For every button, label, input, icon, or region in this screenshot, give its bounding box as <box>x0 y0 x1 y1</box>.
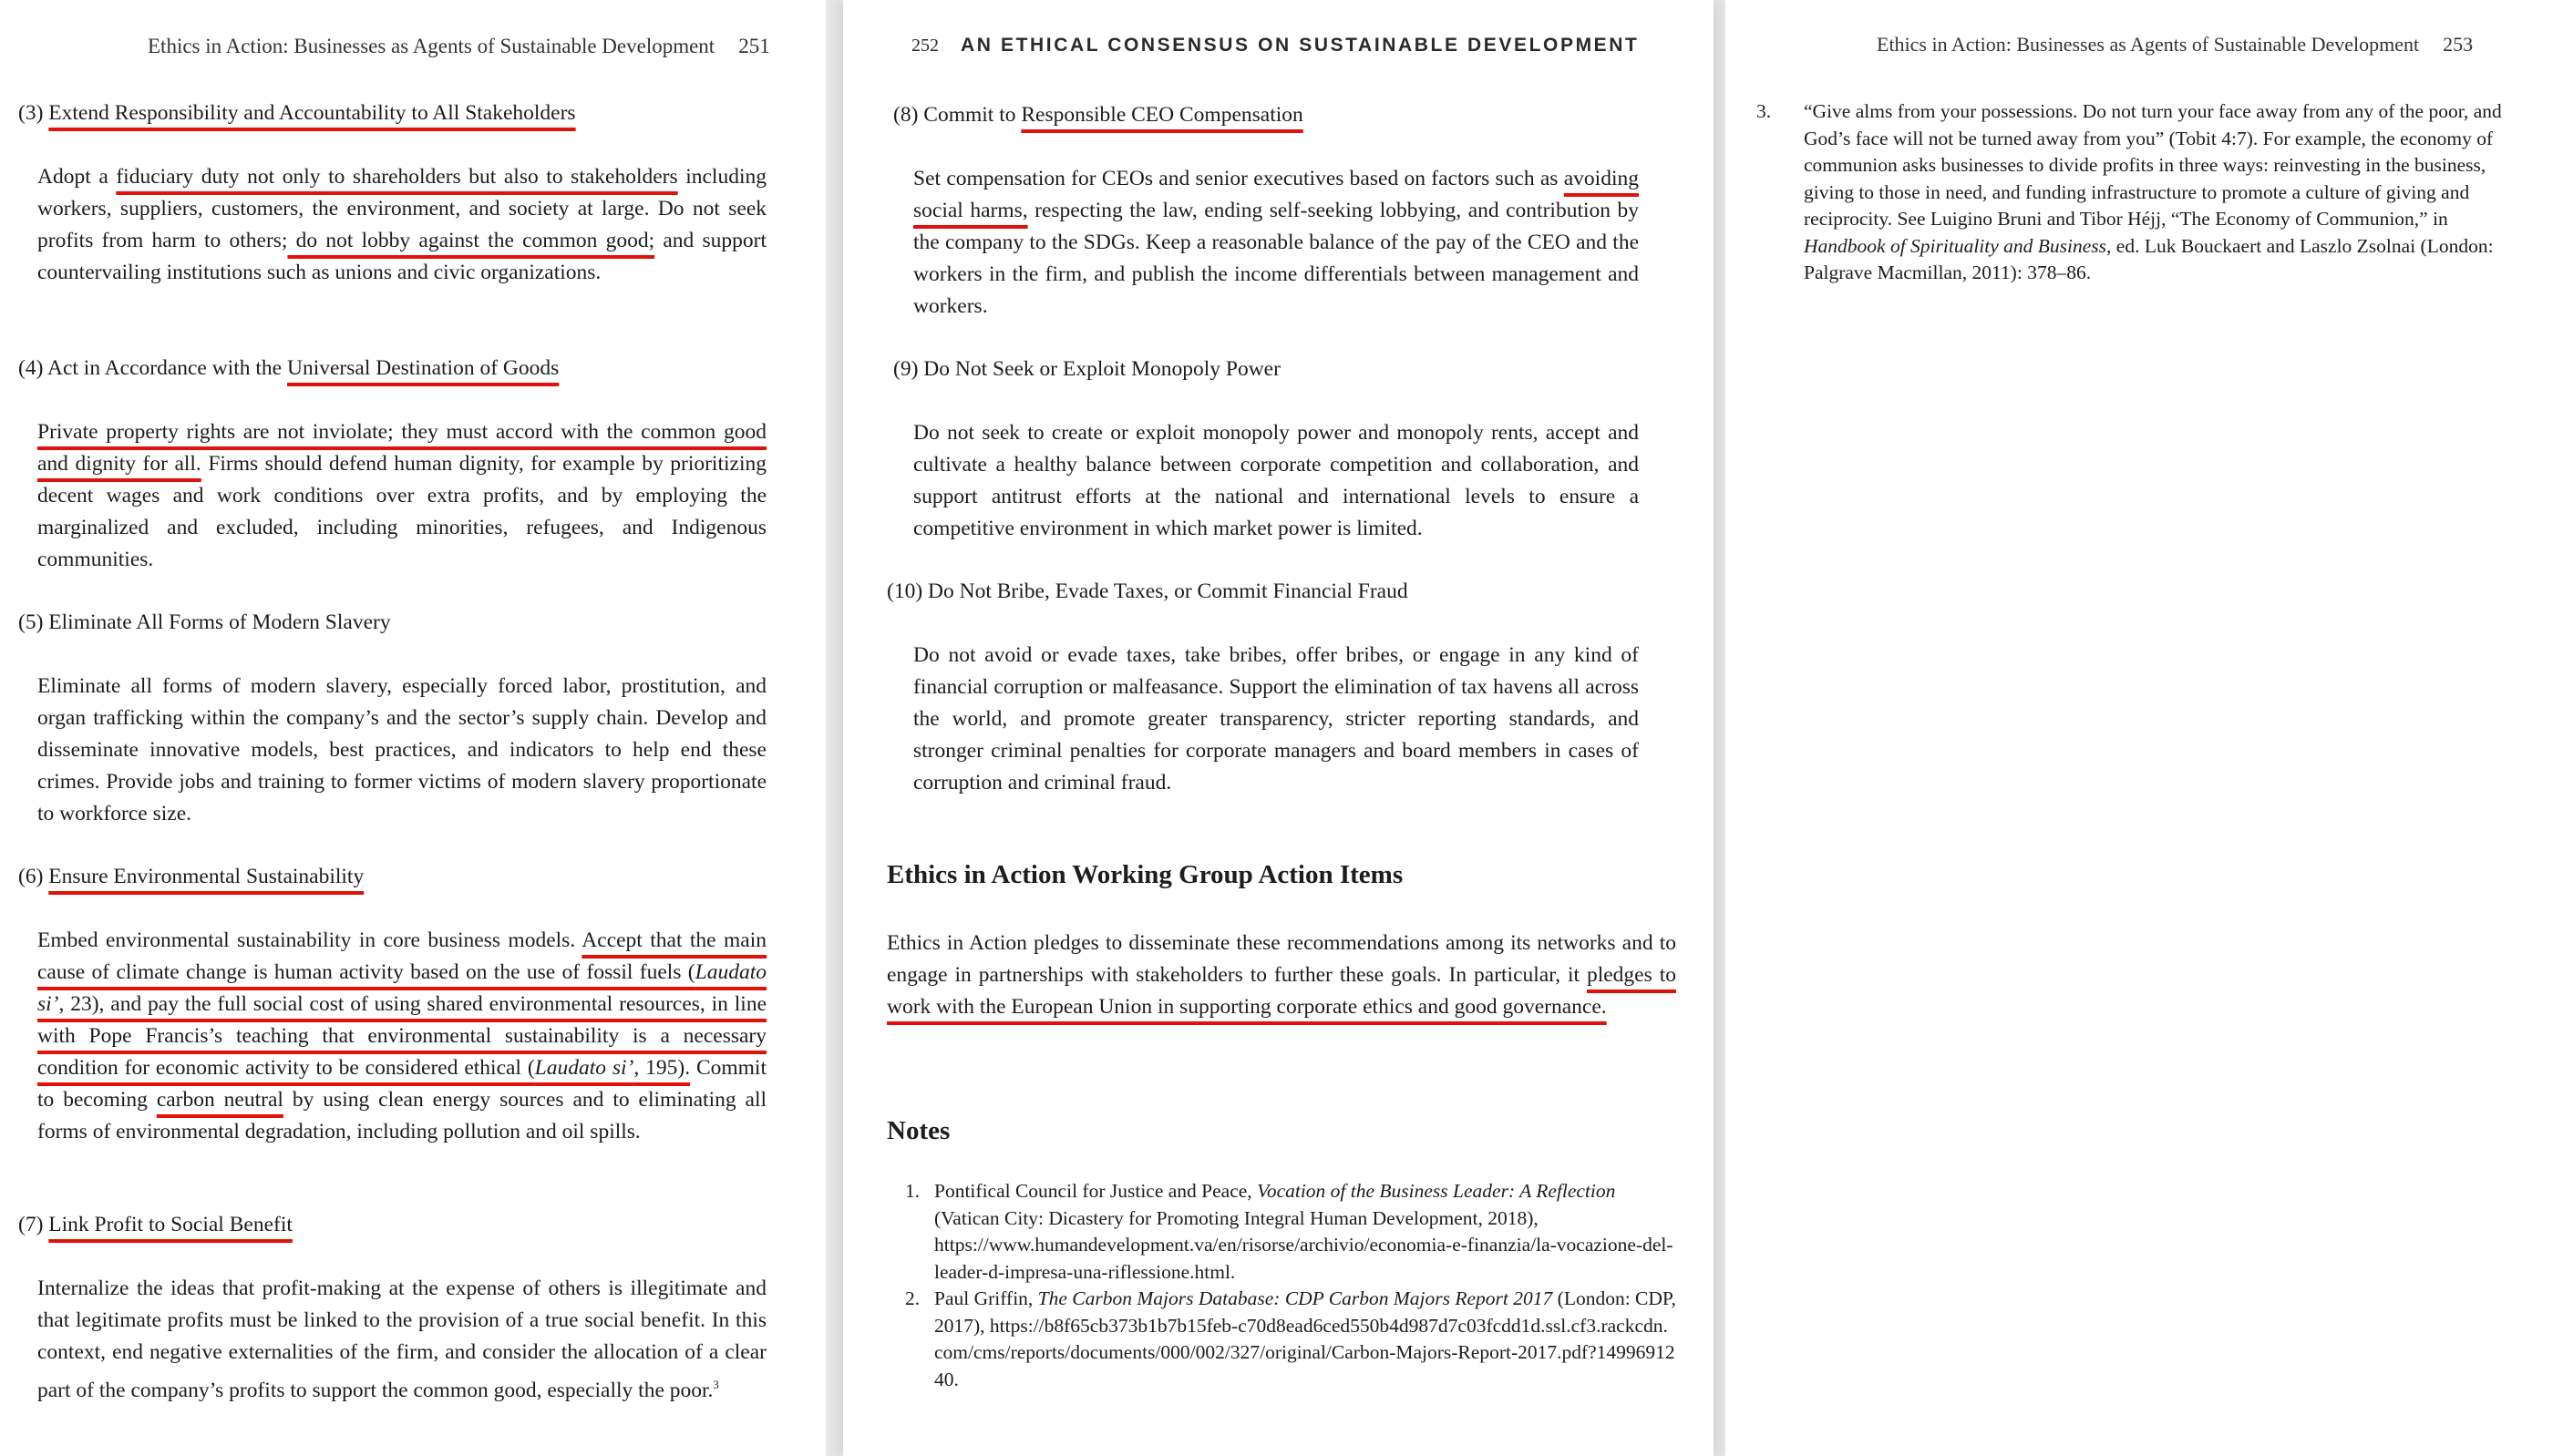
header-title: AN ETHICAL CONSENSUS ON SUSTAINABLE DEVELOPMENT <box>961 35 1640 56</box>
highlighted-citation: Laudato si’ <box>534 1056 634 1080</box>
section-heading-5 <box>18 607 391 639</box>
section-paragraph-9 <box>913 417 1639 545</box>
section-number: (3) <box>18 101 44 125</box>
section-paragraph-6 <box>37 925 767 1148</box>
highlighted-citation: Laudato si’ <box>37 960 767 1016</box>
highlighted-text: Accept that the main cause of climate change is human activity based on the use of fossil fuels ( <box>37 928 767 984</box>
text-run: Embed environmental sustainability in core business models. <box>37 928 582 952</box>
text-run: Commit to becoming <box>37 1056 767 1112</box>
page-251 <box>0 0 826 1456</box>
text-run[interactable]: (Vatican City: Dicastery for Promoting Integral Human Development, 2018), https://www.humandevelopment.va/en/risorse/archivio/economia-e-finanzia/la-vocazione-del-leader-d-impresa-una-riflessione.html. <box>934 1206 1673 1283</box>
footnote-3 <box>1756 98 2522 287</box>
section-number: (10) <box>887 579 923 603</box>
section-title: Do Not Seek or Exploit Monopoly Power <box>923 357 1281 381</box>
section-title: Do Not Bribe, Evade Taxes, or Commit Financial Fraud <box>928 579 1408 603</box>
header-title: Ethics in Action: Businesses as Agents of Sustainable Development <box>1877 33 2420 56</box>
highlighted-text: , 195). <box>633 1056 691 1080</box>
running-header <box>911 35 1639 56</box>
highlighted-text: do not lobby against the common good; <box>287 229 655 252</box>
section-number: (8) <box>893 103 919 127</box>
running-header <box>1877 33 2473 56</box>
section-title-highlight: Responsible CEO Compensation <box>1021 103 1303 127</box>
section-heading-9 <box>893 354 1281 385</box>
section-number: (9) <box>893 357 919 381</box>
text-run: Internalize the ideas that profit-making at the expense of others is illegitimate and that legitimate profits must be linked to the provision of a true social benefit. In this context, end negative externalities of the firm, and consider the allocation of a clear part of the company’s profits to support the common good, especially the poor. <box>37 1277 767 1402</box>
section-number: (5) <box>18 610 44 634</box>
footnote-2 <box>887 1286 1676 1393</box>
highlighted-text: pledges to work with the European Union in supporting corporate ethics and good governance. <box>887 963 1676 1019</box>
text-run: Ethics in Action pledges to disseminate these recommendations among its networks and to engage in partnerships with stakeholders to further these goals. In particular, it <box>887 931 1676 987</box>
page-number: 253 <box>2443 33 2474 56</box>
section-title: Eliminate All Forms of Modern Slavery <box>48 610 391 634</box>
page-253 <box>1725 0 2563 1456</box>
highlighted-text: fiduciary duty not only to shareholders but also to stakeholders <box>116 165 678 189</box>
section-heading-4 <box>18 353 559 385</box>
text-run: Eliminate all forms of modern slavery, especially forced labor, prostitution, and organ trafficking within the company’s and the sector’s supply chain. Develop and disseminate innovative models, best practices, and indicators to help end these crimes. Provide jobs and training to former victims of modern slavery proportionate to workforce size. <box>37 674 767 825</box>
highlighted-text: avoiding social harms, <box>913 167 1639 222</box>
section-number: (4) <box>18 356 44 380</box>
footnote-number: 2. <box>905 1287 921 1309</box>
section-heading-8 <box>893 99 1303 131</box>
footnote-marker[interactable]: 3 <box>713 1378 719 1391</box>
section-heading-10 <box>887 576 1408 608</box>
text-run: Paul Griffin, <box>934 1287 1038 1309</box>
section-paragraph-8 <box>913 163 1639 323</box>
section-title: Ensure Environmental Sustainability <box>48 865 365 888</box>
citation-title: Handbook of Spirituality and Business <box>1804 234 2107 257</box>
header-title: Ethics in Action: Businesses as Agents of Sustainable Development <box>148 35 715 57</box>
section-heading-6 <box>18 861 364 893</box>
section-title-highlight: Universal Destination of Goods <box>286 356 560 380</box>
section-paragraph-3 <box>37 161 767 289</box>
text-run: , ed. Luk Bouckaert and Laszlo Zsolnai (London: Palgrave Macmillan, 2011): 378–86. <box>1804 234 2494 283</box>
citation-title: Vocation of the Business Leader: A Reflection <box>1257 1180 1616 1202</box>
section-paragraph-10 <box>913 640 1639 799</box>
citation-title: The Carbon Majors Database: CDP Carbon Majors Report 2017 <box>1037 1287 1553 1309</box>
text-run: Set compensation for CEOs and senior executives based on factors such as <box>913 167 1564 190</box>
text-run: Do not avoid or evade taxes, take bribes, offer bribes, or engage in any kind of financial corruption or malfeasance. Support the elimination of tax havens all across the world, and promote greater transparency, stricter reporting standards, and stronger criminal penalties for corporate managers and board members in cases of corruption and criminal fraud. <box>913 643 1639 795</box>
footnote-number: 1. <box>905 1180 921 1202</box>
highlighted-text: , 23), and pay the full social cost of using shared environmental resources, in line with Pope Francis’s teaching that environmental sustainability is a necessary condition for economic activity to be considered ethical ( <box>37 992 767 1080</box>
text-run: and support countervailing institutions such as unions and civic organizations. <box>37 229 767 284</box>
section-title: Link Profit to Social Benefit <box>48 1213 293 1236</box>
section-paragraph-5 <box>37 671 767 830</box>
text-run: Do not seek to create or exploit monopoly power and monopoly rents, accept and cultivate a healthy balance between corporate competition and collaboration, and support antitrust efforts at the national and international levels to ensure a competitive environment in which market power is limited. <box>913 421 1639 540</box>
action-items-paragraph <box>887 928 1676 1023</box>
section-number: (7) <box>18 1213 44 1236</box>
text-run: “Give alms from your possessions. Do not turn your face away from any of the poor, and God’s face will not be turned away from you” (Tobit 4:7). For example, the economy of communion asks businesses to divide profits in three ways: reinvesting in the business, giving to those in need, and funding infrastructure to promote a culture of giving and reciprocity. See Luigino Bruni and Tibor Héjj, “The Economy of Communion,” in <box>1804 100 2502 230</box>
text-run: Pontifical Council for Justice and Peace, <box>934 1180 1258 1202</box>
page-number: 252 <box>911 36 939 56</box>
text-run: Adopt a <box>37 165 117 189</box>
text-run: including workers, suppliers, customers, the environment, and society at large. Do not seek profits from harm to others; <box>37 165 767 252</box>
page-252 <box>843 0 1714 1456</box>
section-title: Act in Accordance with the <box>47 356 287 380</box>
section-number: (6) <box>18 865 44 888</box>
highlighted-text: carbon neutral <box>156 1088 283 1112</box>
section-paragraph-7 <box>37 1273 767 1407</box>
section-paragraph-4 <box>37 416 767 576</box>
highlighted-text: Private property rights are not inviolate; they must accord with the common good and dignity for all. <box>37 420 767 476</box>
text-run: Firms should defend human dignity, for example by prioritizing decent wages and work conditions over extra profits, and by employing the marginalized and excluded, including minorities, refugees, and Indigenous communities. <box>37 452 767 571</box>
text-run: by using clean energy sources and to eliminating all forms of environmental degradation, including pollution and oil spills. <box>37 1088 767 1143</box>
text-run[interactable]: (London: CDP, 2017), https://b8f65cb373b1b7b15feb-c70d8ead6ced550b4d987d7c03fcdd1d.ssl.cf3.rackcdn.com/cms/reports/documents/000/002/327/original/Carbon-Majors-Report-2017.pdf?1499691240. <box>934 1287 1676 1390</box>
running-header <box>148 35 770 58</box>
notes-heading: Notes <box>887 1116 951 1145</box>
section-title: Commit to <box>923 103 1022 127</box>
notes-list <box>887 1178 1676 1393</box>
section-heading-action-items: Ethics in Action Working Group Action Items <box>887 860 1404 889</box>
footnote-number: 3. <box>1756 100 1772 122</box>
section-heading-3 <box>18 97 576 129</box>
text-run: respecting the law, ending self-seeking lobbying, and contribution by the company to the SDGs. Keep a reasonable balance of the pay of the CEO and the workers in the firm, and publish the income differentials between management and workers. <box>913 199 1640 318</box>
page-number: 251 <box>738 35 770 57</box>
section-title: Extend Responsibility and Accountability to All Stakeholders <box>48 101 576 125</box>
footnote-1 <box>887 1178 1676 1286</box>
section-heading-7 <box>18 1209 293 1241</box>
